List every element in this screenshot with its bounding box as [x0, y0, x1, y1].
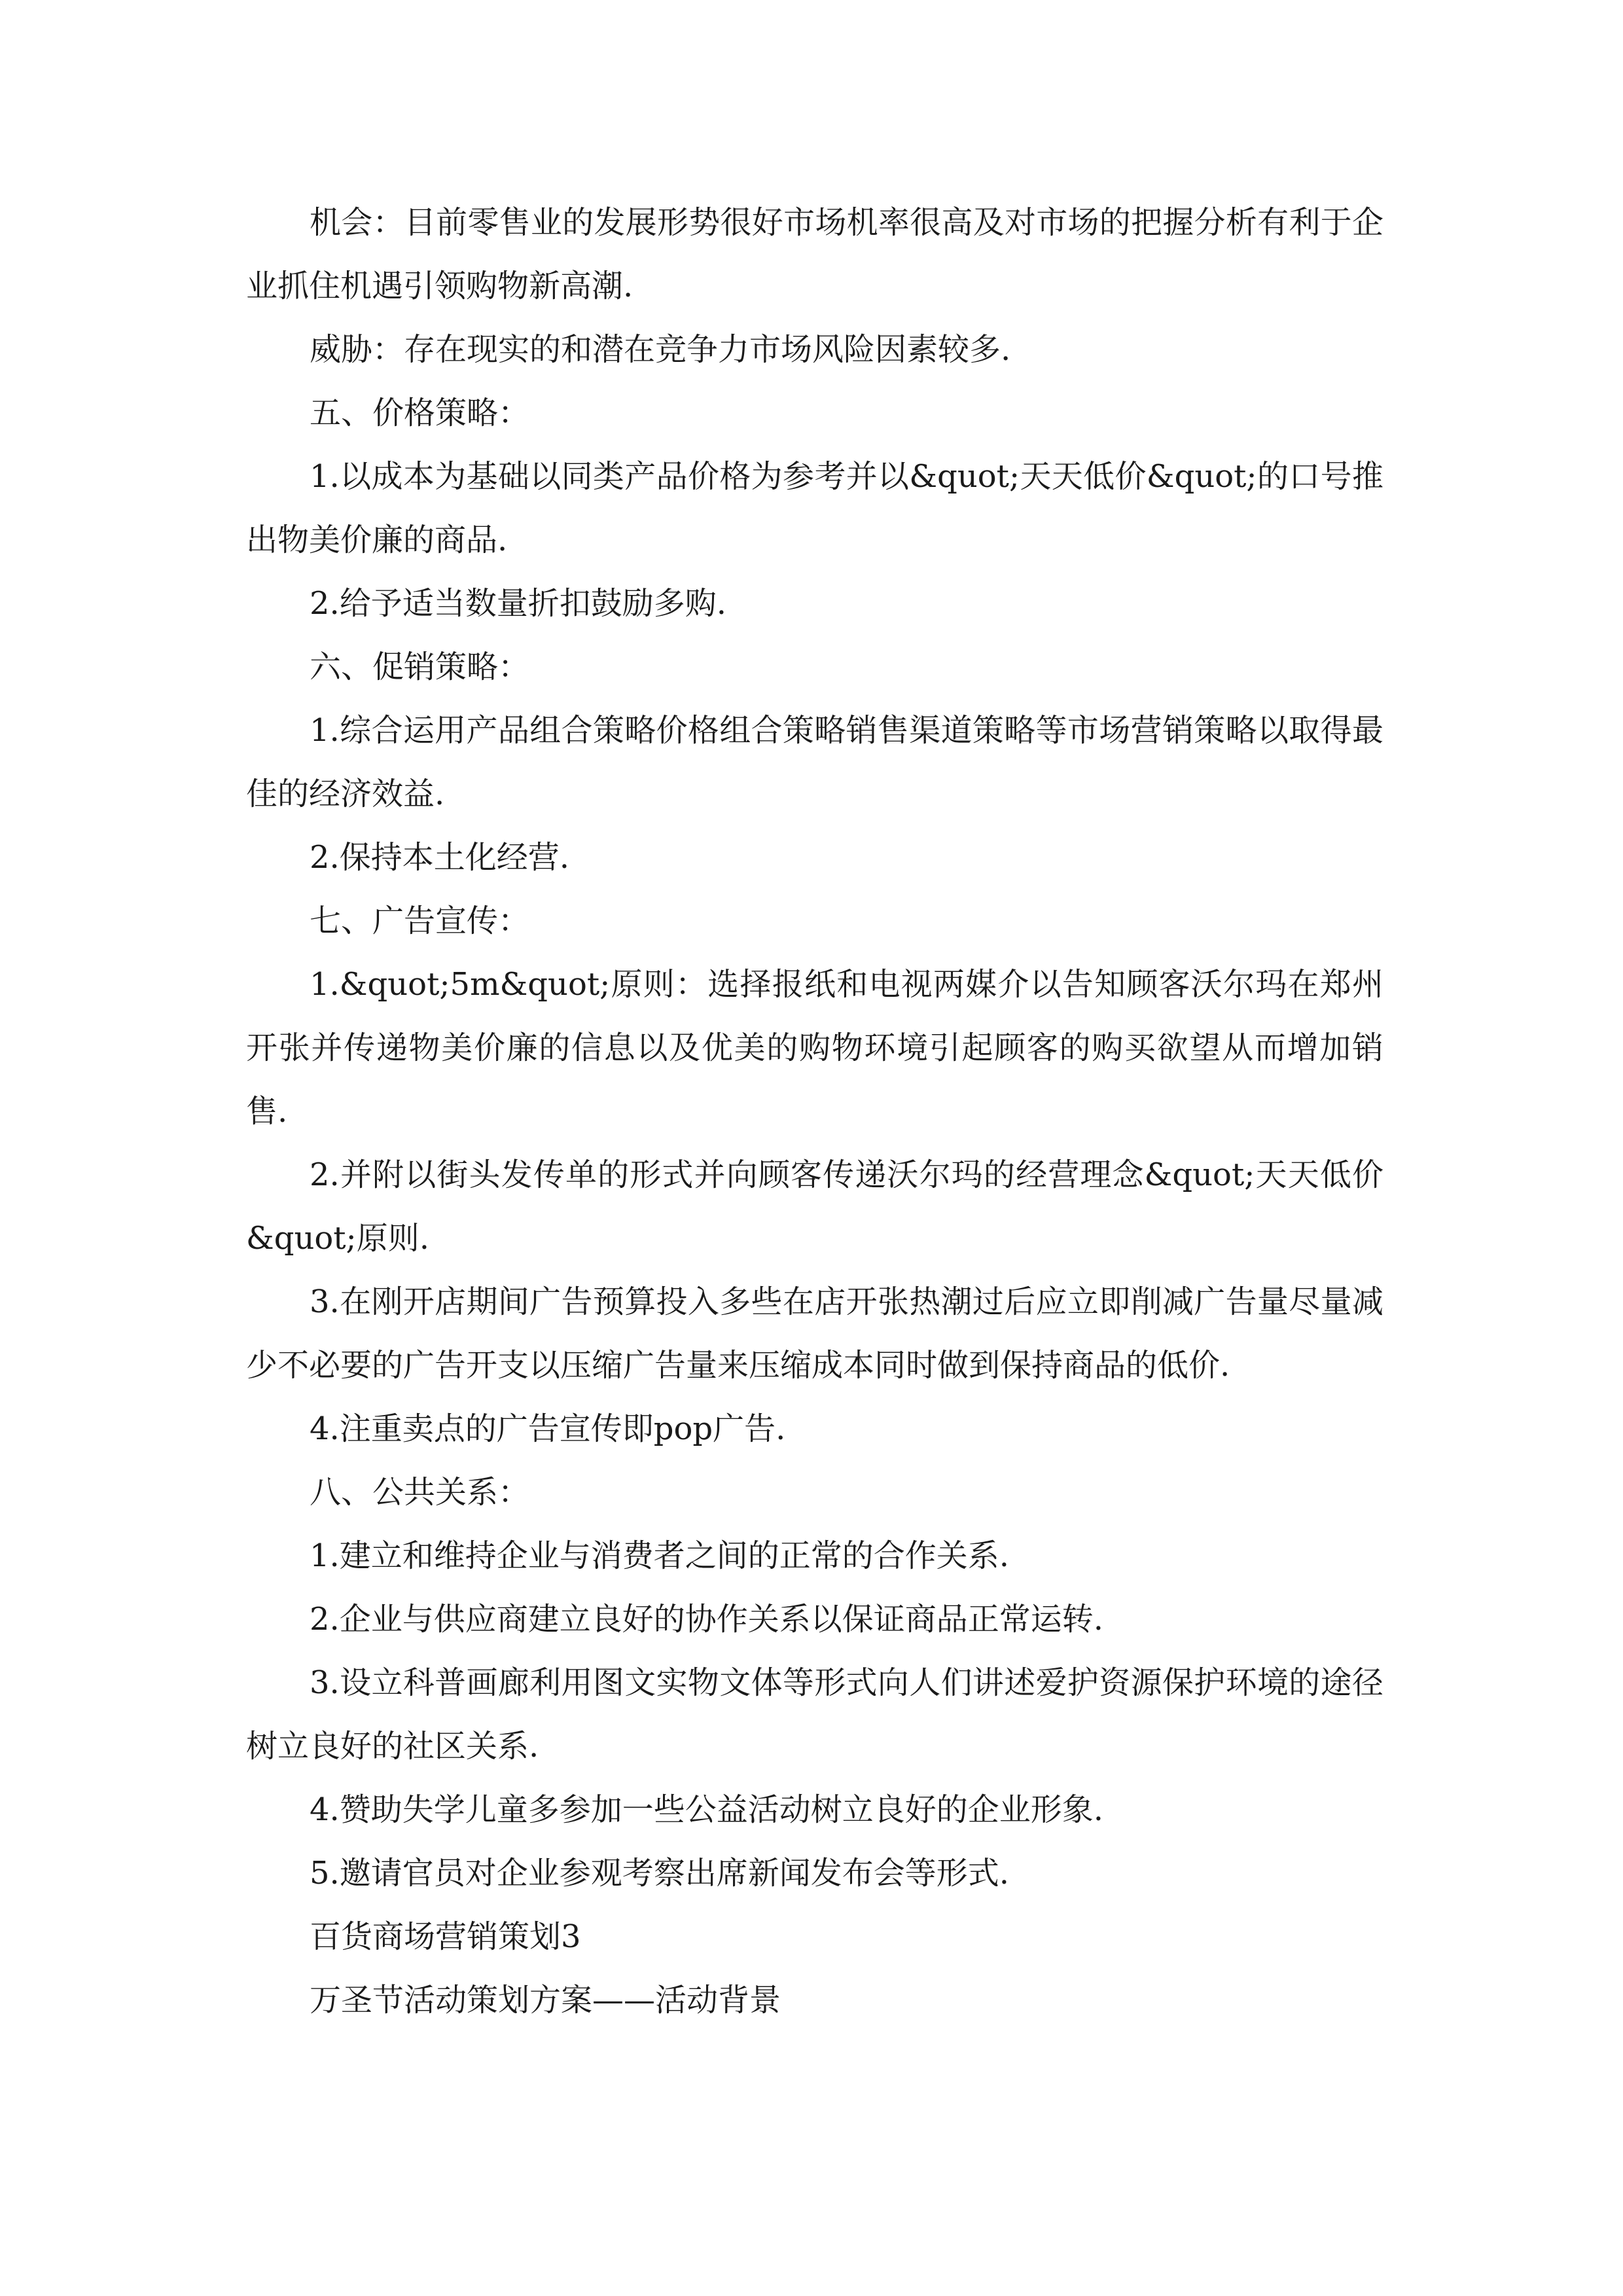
paragraph: 1.综合运用产品组合策略价格组合策略销售渠道策略等市场营销策略以取得最佳的经济效益.: [246, 712, 1383, 812]
paragraph: 1.建立和维持企业与消费者之间的正常的合作关系.: [310, 1537, 1010, 1574]
paragraph: 4.注重卖点的广告宣传即pop广告.: [310, 1410, 786, 1447]
paragraph: 2.给予适当数量折扣鼓励多购.: [310, 585, 727, 622]
paragraph: 2.并附以街头发传单的形式并向顾客传递沃尔玛的经营理念&quot;天天低价&quot;原则.: [246, 1157, 1383, 1257]
section-heading: 六、促销策略：: [310, 649, 530, 685]
section-heading: 七、广告宣传：: [310, 903, 530, 939]
paragraph: 2.保持本土化经营.: [310, 839, 570, 876]
paragraph: 2.企业与供应商建立良好的协作关系以保证商品正常运转.: [310, 1601, 1104, 1638]
document-title: 百货商场营销策划3: [310, 1918, 581, 1955]
document-subtitle: 万圣节活动策划方案——活动背景: [310, 1982, 781, 2018]
section-heading: 五、价格策略：: [310, 395, 530, 431]
paragraph: 3.设立科普画廊利用图文实物文体等形式向人们讲述爱护资源保护环境的途径树立良好的社区关系.: [246, 1664, 1383, 1765]
paragraph: 1.以成本为基础以同类产品价格为参考并以&quot;天天低价&quot;的口号推出物美价廉的商品.: [246, 458, 1383, 558]
paragraph: 3.在刚开店期间广告预算投入多些在店开张热潮过后应立即削减广告量尽量减少不必要的广告开支以压缩广告量来压缩成本同时做到保持商品的低价.: [246, 1283, 1383, 1384]
paragraph: 威胁：存在现实的和潜在竞争力市场风险因素较多.: [310, 331, 1011, 368]
section-heading: 八、公共关系：: [310, 1474, 530, 1511]
paragraph: 1.&quot;5m&quot;原则：选择报纸和电视两媒介以告知顾客沃尔玛在郑州开张并传递物美价廉的信息以及优美的购物环境引起顾客的购买欲望从而增加销售.: [246, 966, 1383, 1130]
paragraph: 机会：目前零售业的发展形势很好市场机率很高及对市场的把握分析有利于企业抓住机遇引领购物新高潮.: [246, 204, 1383, 304]
paragraph: 4.赞助失学儿童多参加一些公益活动树立良好的企业形象.: [310, 1791, 1104, 1828]
paragraph: 5.邀请官员对企业参观考察出席新闻发布会等形式.: [310, 1855, 1010, 1892]
document-body: [246, 191, 1383, 2032]
